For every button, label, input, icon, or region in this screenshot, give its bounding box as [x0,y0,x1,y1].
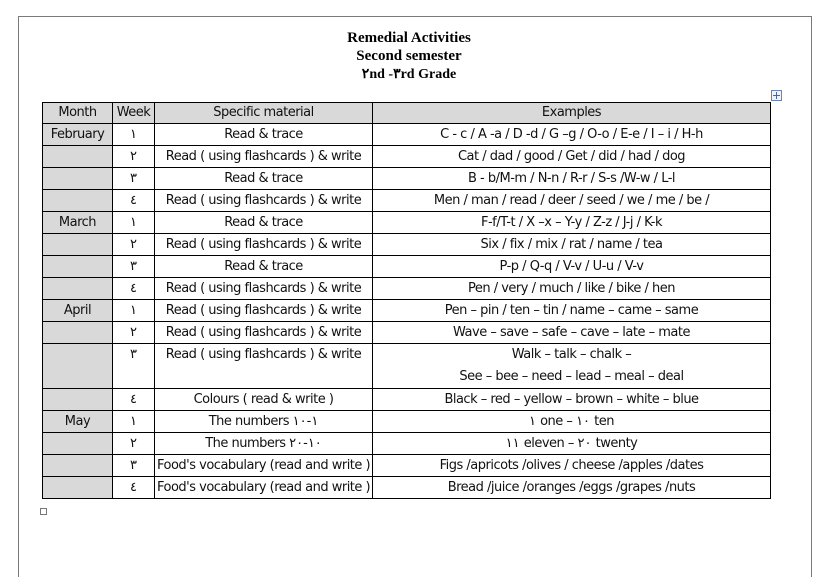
month-cell [43,278,113,300]
month-cell [43,455,113,477]
week-cell: ١ [113,124,155,146]
examples-cell: Pen – pin / ten – tin / name – came – same [373,300,771,322]
week-cell: ١ [113,212,155,234]
examples-cell: Bread /juice /oranges /eggs /grapes /nuts [373,477,771,499]
examples-cell: Cat / dad / good / Get / did / had / dog [373,146,771,168]
examples-cell: Wave – save – safe – cave – late – mate [373,322,771,344]
examples-cell: C - c / A -a / D -d / G –g / O-o / E-e / I – i / H-h [373,124,771,146]
month-cell [43,256,113,278]
month-cell [43,146,113,168]
examples-cell: Pen / very / much / like / bike / hen [373,278,771,300]
table-row [43,212,771,234]
header-month: Month [43,103,113,124]
header-examples: Examples [373,103,771,124]
table-row [43,146,771,168]
table-row [43,190,771,212]
examples-cell: ١١ eleven – ٢٠ twenty [373,433,771,455]
material-cell: Read ( using flashcards ) & write [155,300,373,322]
week-cell: ٢ [113,433,155,455]
week-cell: ٤ [113,190,155,212]
table-row [43,344,771,389]
month-cell [43,190,113,212]
material-cell: Read ( using flashcards ) & write [155,322,373,344]
month-cell [43,389,113,411]
material-cell: Food's vocabulary (read and write ) [155,455,373,477]
material-cell: Read & trace [155,168,373,190]
table-row [43,433,771,455]
examples-cell: Men / man / read / deer / seed / we / me / be / [373,190,771,212]
header-material: Specific material [155,103,373,124]
examples-line: Walk – talk – chalk – [511,347,632,362]
table-row [43,168,771,190]
table-row [43,256,771,278]
material-cell: Read & trace [155,124,373,146]
table-row [43,300,771,322]
examples-cell: P-p / Q-q / V-v / U-u / V-v [373,256,771,278]
table-resize-handle[interactable] [40,508,47,515]
month-cell [43,168,113,190]
week-cell: ١ [113,411,155,433]
doc-subtitle: Second semester [356,48,462,64]
examples-cell [373,344,771,389]
week-cell: ٣ [113,168,155,190]
month-cell: April [43,300,113,322]
grade-word: Grade [418,67,457,82]
material-cell: Read & trace [155,212,373,234]
month-cell [43,322,113,344]
month-cell: March [43,212,113,234]
month-cell: February [43,124,113,146]
week-cell: ٤ [113,389,155,411]
table-row [43,455,771,477]
table-row [43,124,771,146]
table-row [43,234,771,256]
week-cell: ٣ [113,455,155,477]
week-cell: ٢ [113,146,155,168]
doc-title: Remedial Activities [347,30,471,46]
examples-cell: Black – red – yellow – brown – white – blue [373,389,771,411]
schedule-table [42,102,771,499]
week-cell: ٤ [113,278,155,300]
header-week: Week [113,103,155,124]
table-row [43,278,771,300]
material-cell: The numbers ١٠-٢٠ [155,433,373,455]
table-header-row [43,103,771,124]
material-cell: The numbers ١-١٠ [155,411,373,433]
material-cell: Read ( using flashcards ) & write [155,190,373,212]
month-cell [43,433,113,455]
week-cell: ٣ [113,256,155,278]
month-cell [43,344,113,389]
week-cell: ٤ [113,477,155,499]
material-cell: Read ( using flashcards ) & write [155,234,373,256]
table-row [43,477,771,499]
month-cell: May [43,411,113,433]
grade-line [0,66,818,83]
grade-numbers: ٢nd -٣rd [361,67,415,82]
material-cell: Food's vocabulary (read and write ) [155,477,373,499]
material-cell: Read & trace [155,256,373,278]
examples-cell: ١ one – ١٠ ten [373,411,771,433]
table-move-handle-icon[interactable] [771,90,782,101]
week-cell: ١ [113,300,155,322]
examples-cell: B - b/M-m / N-n / R-r / S-s /W-w / L-l [373,168,771,190]
table-row [43,322,771,344]
examples-cell: Figs /apricots /olives / cheese /apples /dates [373,455,771,477]
week-cell: ٢ [113,322,155,344]
material-cell: Read ( using flashcards ) & write [155,146,373,168]
examples-line: See – bee – need – lead – meal – deal [459,369,684,384]
week-cell: ٣ [113,344,155,389]
examples-cell: F-f/T-t / X –x – Y-y / Z-z / J-j / K-k [373,212,771,234]
material-cell: Read ( using flashcards ) & write [155,278,373,300]
material-cell: Read ( using flashcards ) & write [155,344,373,389]
month-cell [43,477,113,499]
month-cell [43,234,113,256]
examples-cell: Six / fix / mix / rat / name / tea [373,234,771,256]
table-row [43,389,771,411]
week-cell: ٢ [113,234,155,256]
table-row [43,411,771,433]
material-cell: Colours ( read & write ) [155,389,373,411]
